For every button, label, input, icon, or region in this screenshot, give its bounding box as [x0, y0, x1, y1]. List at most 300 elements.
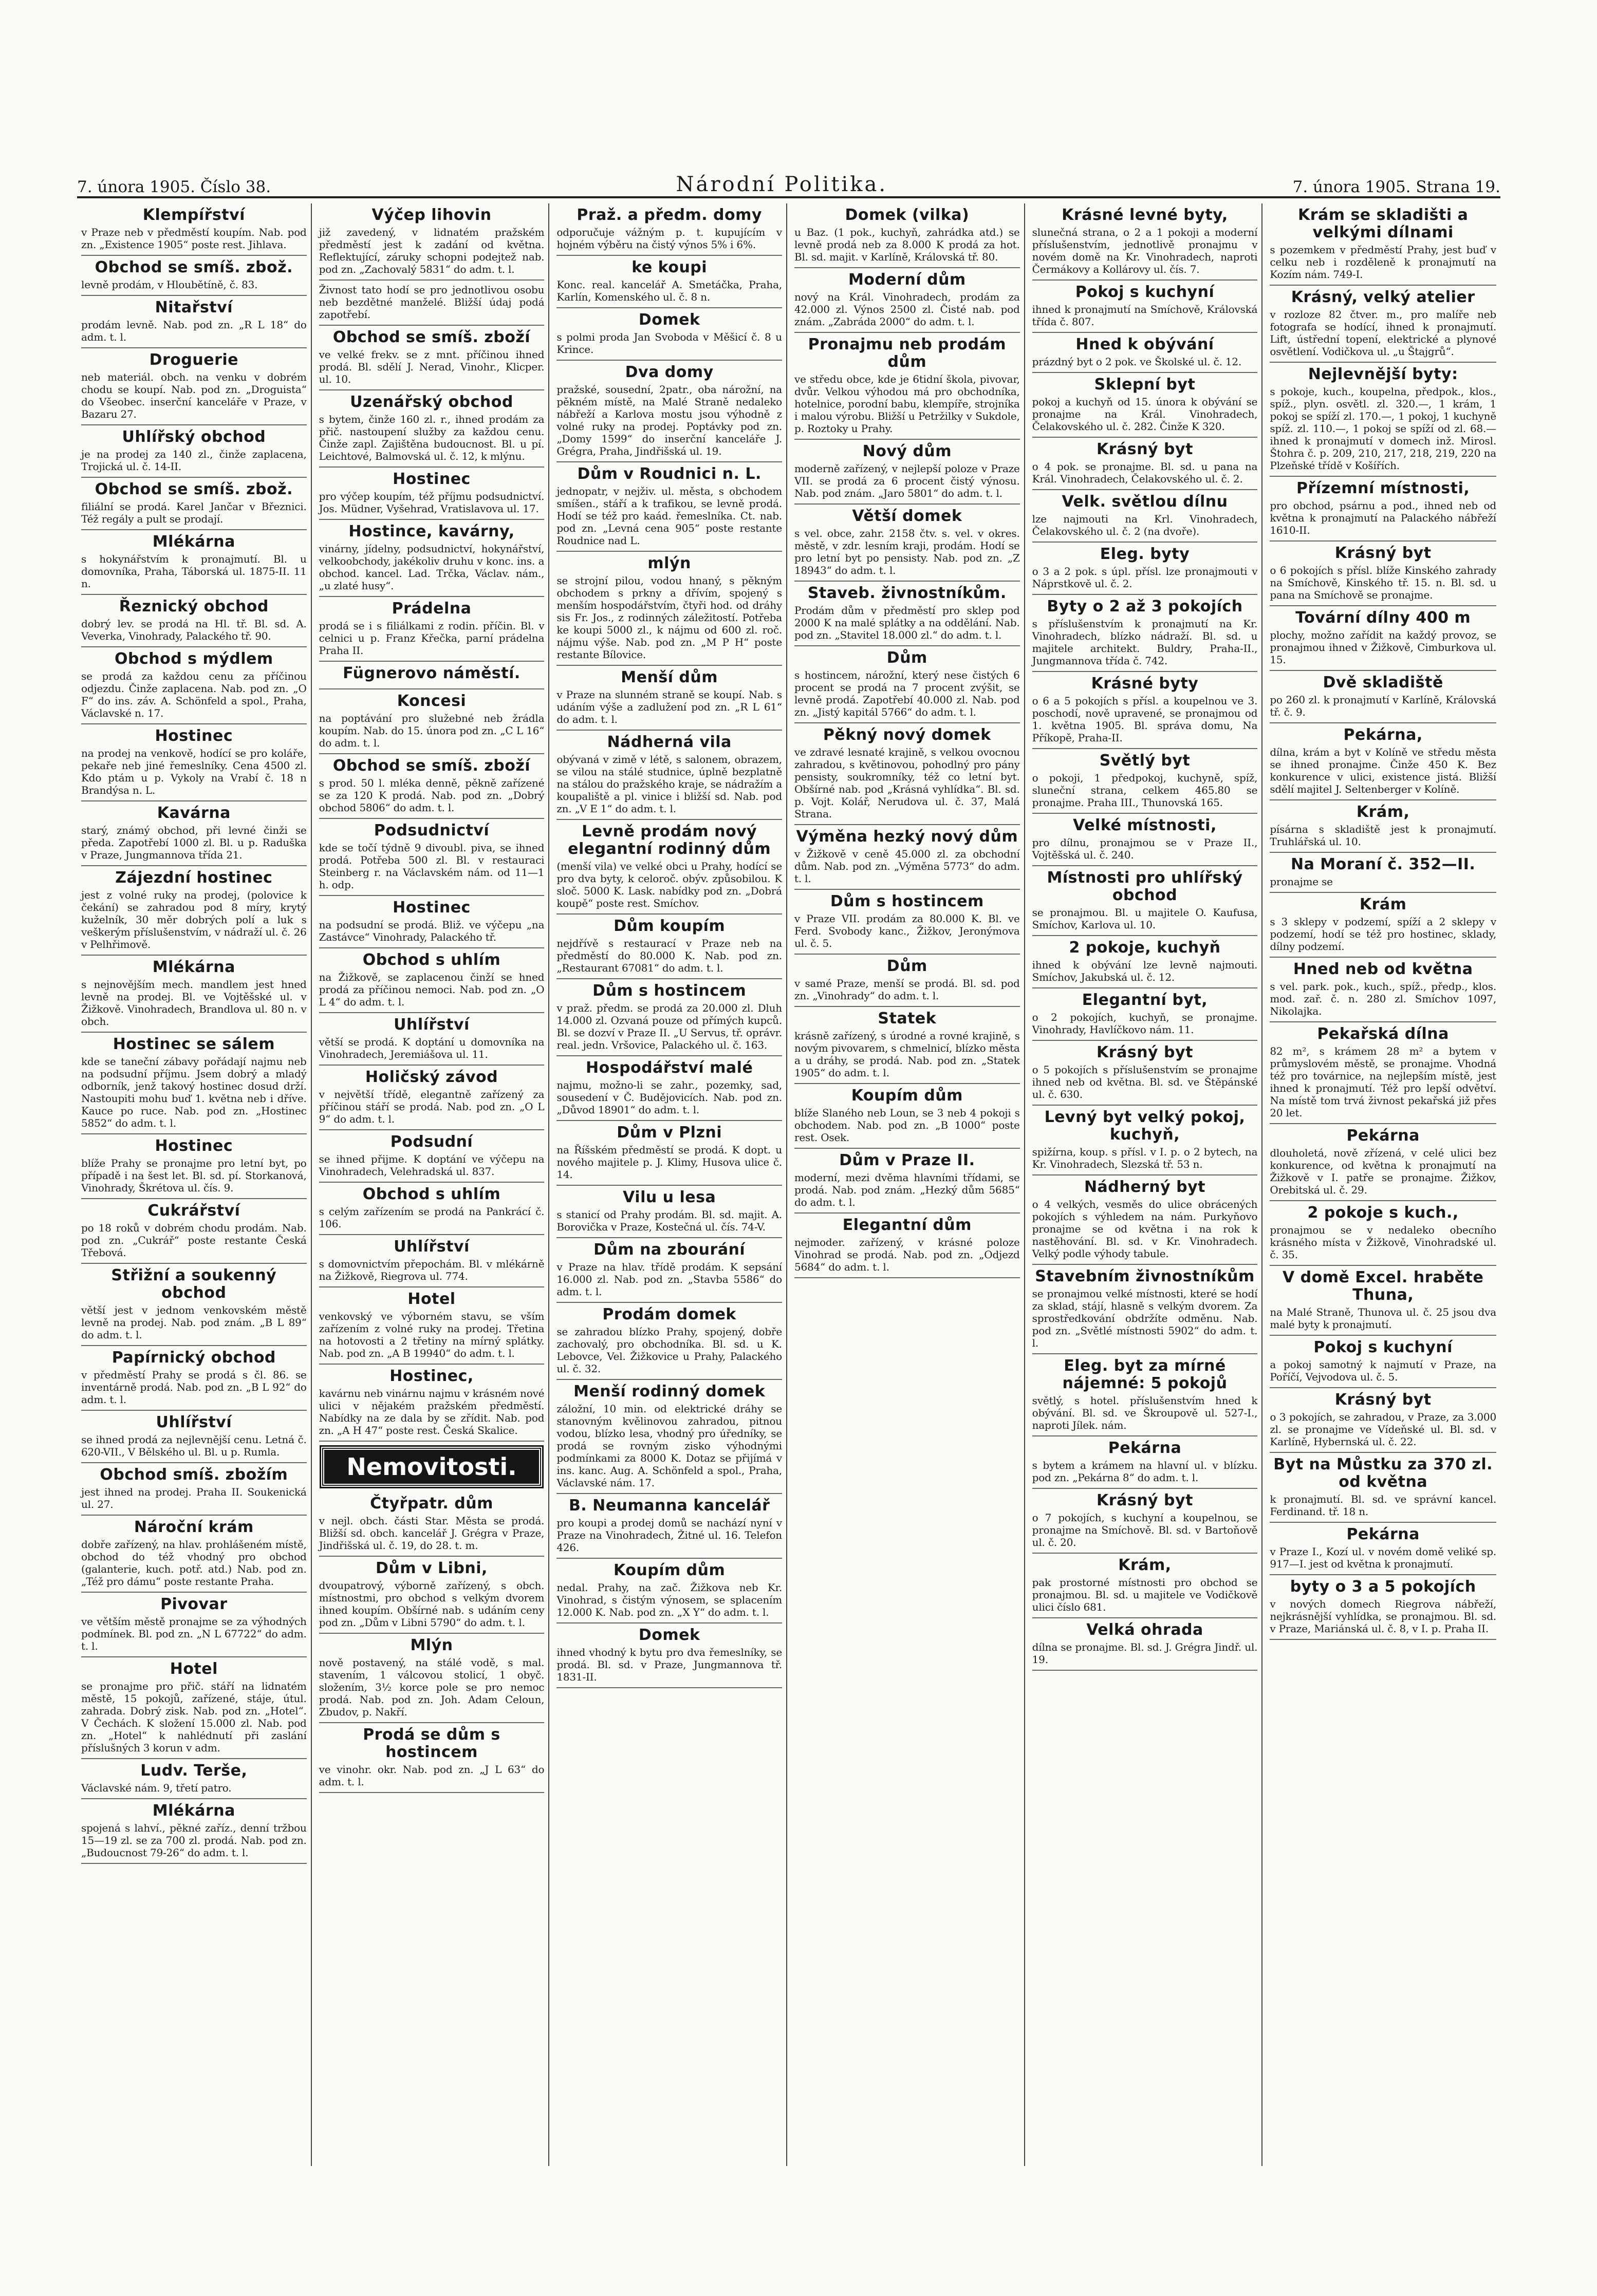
classified-ad — [794, 723, 1020, 825]
ad-title: Krám — [1359, 895, 1407, 913]
classified-ad — [1032, 1489, 1258, 1554]
ad-title: Byty o 2 až 3 pokojích — [1047, 598, 1243, 615]
ad-title: Střižní a soukenný obchod — [111, 1266, 277, 1302]
ad-body: obývaná v zimě v létě, s salonem, obrazem, se vilou na stálé studnice, úplně bezplatně na stálou do pražského kraje, se nádražím a koupaliště a pl. vinice i bližší sd. Nab. pod zn. „V E 1“ do adm. t. l. — [556, 753, 782, 815]
classified-ad — [794, 582, 1020, 646]
ad-body: záložní, 10 min. od elektrické dráhy se stanovným kvělinovou zahradou, pitnou vodou, blízko lesa, vhodný pro úředníky, se prodá se rovným zisko výhodnými podmínkami za 8000 K. Dotaz se přijímá v ins. kanc. Aug. A. Schönfeld a spol., Praha, Václavské nám. 17. — [556, 1403, 782, 1489]
ad-body: na prodej na venkově, hodící se pro koláře, pekaře neb jiné řemeslníky. Cena 4500 zl. Kdo ptám u p. Vykoly na Vrabí č. 18 n Brandýsa n. L. — [81, 747, 307, 796]
ad-title: Levně prodám nový elegantní rodinný dům — [568, 823, 771, 858]
ad-title: Nejlevnější byty: — [1308, 365, 1458, 383]
classified-ad — [794, 203, 1020, 268]
ad-title: Krásný byt — [1097, 1491, 1193, 1509]
ad-title: Mlékárna — [152, 958, 235, 976]
classified-ad — [319, 689, 545, 754]
classified-ad — [794, 1214, 1020, 1278]
classified-ad — [319, 662, 545, 689]
ad-title: Koupím dům — [851, 1087, 963, 1105]
ad-title: Dům — [886, 649, 927, 667]
ad-title: Dům na zbourání — [593, 1241, 746, 1259]
ad-title: 2 pokoje, kuchyň — [1069, 939, 1221, 957]
ad-title: Krásný, velký atelier — [1291, 288, 1475, 306]
ad-body: prázdný byt o 2 pok. ve Školské ul. č. 12. — [1032, 356, 1242, 368]
ad-body: plochy, možno zařídit na každý provoz, se pronajmou ihned v Žižkově, Cimburkova ul. 15. — [1270, 629, 1496, 666]
classified-ad — [81, 1134, 307, 1199]
ad-title: Vilu u lesa — [623, 1188, 716, 1206]
ad-body: s nejnovějším mech. mandlem jest hned levně na prodej. Bl. ve Vojtěšské ul. v Žižkově. Vinohradech, Brandlova ul. 80 n. v obch. — [81, 978, 307, 1028]
classified-ad — [319, 754, 545, 819]
ad-title: byty o 3 a 5 pokojích — [1290, 1578, 1476, 1596]
ad-body: větší se prodá. K doptání u domovníka na Vinohradech, Jeremiášova ul. 11. — [319, 1036, 545, 1060]
classified-ad — [1032, 1354, 1258, 1436]
classified-ad — [1270, 1266, 1496, 1336]
classified-ad — [1032, 1436, 1258, 1489]
classified-ad — [794, 1007, 1020, 1084]
ad-body: starý, známý obchod, při levné činži se předa. Zapotřebí 1000 zl. Bl. u p. Raduška v Praze, Jungmannova třída 21. — [81, 824, 307, 861]
ad-title: Dům v Libni, — [376, 1559, 488, 1577]
classified-ad — [81, 1759, 307, 1799]
classified-ad — [319, 1130, 545, 1183]
ad-body: blíže Prahy se pronajme pro letní byt, po případě i na šest let. Bl. sd. pí. Storkanová, Vinohrady, Škrétova ul. čís. 9. — [81, 1157, 307, 1194]
classified-ad — [1270, 606, 1496, 671]
ad-title: Obchod se smíš. zbož. — [95, 480, 293, 498]
classified-ad — [81, 724, 307, 801]
ad-body: s pokoje, kuch., koupelna, předpok., klos., spíž., plyn. osvětl. zl. 320.—, 1 krám, 1 pokoj se spíží zl. 170.—, 1 pokoj, 1 kuchyně spíž. zl. 110.—, 1 pokoj se spíží od zl. 68.— ihned k pronajmutí v domech inž. Mirosl. Štohra č. p. 209, 210, 217, 218, 219, 220 na Plzeňské třídě v Košířích. — [1270, 385, 1496, 472]
ad-body: jednopatr, v nejživ. ul. města, s obchodem smíšen., stáří a k trafikou, se levně prodá. Hodí se též pro kaád. řemeslníka. Ct. nab. pod zn. „Levná cena 905“ poste restante Roudnice nad L. — [556, 485, 782, 547]
ad-title: Pekárna — [1346, 1525, 1420, 1543]
classified-ad — [81, 425, 307, 478]
ad-body: s vel. park. pok., kuch., spíž., předp., klos. mod. zař. č. n. 280 zl. Smíchov 1097, Nikolajka. — [1270, 980, 1496, 1017]
ad-body: a pokoj samotný k najmutí v Praze, na Poříčí, Vejvodova ul. č. 5. — [1270, 1358, 1496, 1383]
ad-body: světlý, s hotel. příslušenstvím hned k obývání. Bl. sd. ve Škroupově ul. 527-I., naproti Jílek. nám. — [1032, 1394, 1258, 1431]
ad-title: Pokoj s kuchyní — [1313, 1338, 1453, 1356]
ad-body: 82 m², s krámem 28 m² a bytem v průmyslovém městě, se pronajme. Vhodná též pro továrnice, na nejlepším místě, jest ihned k pronajmutí. Též pro lepší odvětví. Na místě tom trvá živnost pekařská již přes 20 let. — [1270, 1045, 1496, 1119]
ad-body: spojená s lahví., pěkné zaříz., denní tržbou 15—19 zl. se za 700 zl. prodá. Nab. pod zn. „Budoucnost 79-26“ do adm. t. l. — [81, 1822, 307, 1859]
ad-title: Moderní dům — [848, 271, 966, 289]
classified-ad — [81, 203, 307, 256]
classified-ad — [794, 505, 1020, 582]
ad-title: Dům s hostincem — [830, 892, 984, 910]
classified-ad — [556, 1494, 782, 1559]
ad-title: Dům v Roudnici n. L. — [577, 465, 762, 483]
classified-ad — [1032, 281, 1258, 333]
ad-body: venkovský ve výborném stavu, se vším zařízením z volné ruky na prodej. Třetina na hotovosti a 2 třetiny na mírný splátky. Nab. pod zn. „A B 19940“ do adm. t. l. — [319, 1310, 545, 1359]
ad-body: s celým zařízením se prodá na Pankrácí č. 106. — [319, 1205, 545, 1230]
classified-ad — [81, 956, 307, 1033]
ad-body: u Baz. (1 pok., kuchyň, zahrádka atd.) se levně prodá neb za 8.000 K prodá za hot. Bl. sd. majit. v Karlíně, Královská tř. 80. — [794, 226, 1020, 263]
ad-title: Krásné byty — [1091, 675, 1199, 693]
ad-title: Obchod se smíš. zboží — [332, 328, 531, 346]
classified-ad — [794, 333, 1020, 440]
classified-ad — [1032, 1175, 1258, 1265]
ad-body: Václavské nám. 9, třetí patro. — [81, 1782, 232, 1794]
classified-ad — [319, 390, 545, 468]
ad-body: v praž. předm. se prodá za 20.000 zl. Dluh 14.000 zl. Ozvaná pouze od přímých kupců. Bl. se dozví v Praze II. „U Servus, tř. oprávr. real. jedn. Vršovice, Palackého ul. č. 163. — [556, 1002, 782, 1051]
ad-title: Krásný byt — [1097, 440, 1193, 458]
ad-body: v nejl. obch. části Star. Města se prodá. Bližší sd. obch. kancelář J. Grégra v Praze, Jindřišská ul. č. 19, do 28. t. m. — [319, 1515, 545, 1552]
classified-ad — [1270, 1523, 1496, 1575]
ad-title: Nový dům — [862, 442, 952, 460]
ad-title: Hostinec — [155, 727, 233, 745]
ad-title: Krám, — [1356, 803, 1410, 821]
nemovitosti-banner: Nemovitosti. — [321, 1447, 543, 1487]
classified-ad — [794, 1149, 1020, 1214]
ad-body: neb materiál. obch. na venku v dobrém chodu se koupí. Nab. pod zn. „Droguista“ do Všeobec. inserční kanceláře v Praze, v Bazaru 27. — [81, 371, 307, 420]
classified-ad — [1032, 936, 1258, 988]
ad-title: Papírnický obchod — [112, 1349, 276, 1367]
classified-ad — [81, 530, 307, 595]
classified-ad — [1032, 543, 1258, 595]
ad-title: mlýn — [647, 554, 691, 572]
ad-title: Obchod s uhlím — [362, 951, 501, 969]
classified-ad — [556, 1056, 782, 1121]
ad-title: Fügnerovo náměstí. — [343, 664, 521, 682]
classified-ad — [319, 1723, 545, 1793]
ad-body: moderní, mezi dvěma hlavními třídami, se prodá. Nab. pod znám. „Hezký dům 5685“ do adm. t. l. — [794, 1171, 1020, 1208]
ad-title: Elegantní dům — [842, 1216, 972, 1234]
ad-body: dobře zařízený, na hlav. prohlášeném místě, obchod do též vhodný pro obchod (galanterie, kuch. potř. atd.) Nab. pod zn. „Též pro dámu“ poste restante Praha. — [81, 1538, 307, 1588]
classified-ad — [1270, 1575, 1496, 1640]
ad-title: Uzenářský obchod — [350, 393, 513, 411]
classified-ad — [556, 203, 782, 256]
ad-title: Dva domy — [625, 363, 714, 381]
classified-ad — [319, 597, 545, 662]
ad-title: Na Moraní č. 352—II. — [1290, 855, 1476, 873]
ad-title: Dům s hostincem — [592, 982, 747, 1000]
classified-ad — [1270, 1453, 1496, 1523]
ad-title: Hostince, kavárny, — [348, 522, 515, 540]
ad-title: Velké místnosti, — [1073, 816, 1217, 834]
ad-title: Pokoj s kuchyní — [1075, 283, 1215, 301]
ad-body: v největší třídě, elegantně zařízený za příčinou stáří se prodá. Nab. pod zn. „O L 9“ do adm. t. l. — [319, 1088, 545, 1125]
ad-body: se pronajme pro přič. stáří na lidnatém městě, 15 pokojů, zařízené, stáje, útul. zahrada. Dobrý zisk. Nab. pod zn. „Hotel“. V Čechách. K složení 15.000 zl. Nab. pod zn. „Hotel“ k nahlédnutí při zaslání příslušných 3 korun v adm. — [81, 1680, 307, 1754]
classified-ad — [81, 296, 307, 348]
ad-title: Nádherný byt — [1084, 1178, 1206, 1196]
classified-ad — [556, 462, 782, 552]
ad-body: pronajme se — [1270, 875, 1333, 888]
ad-title: 2 pokoje s kuch., — [1307, 1204, 1459, 1222]
ad-body: s domovnictvím přepochám. Bl. v mlékárně na Žižkově, Riegrova ul. 774. — [319, 1258, 545, 1282]
classified-ad — [81, 647, 307, 724]
classified-ad — [1270, 671, 1496, 723]
ad-body: písárna s skladiště jest k pronajmutí. Truhlářská ul. 10. — [1270, 823, 1496, 848]
ad-body: v samé Praze, menší se prodá. Bl. sd. pod zn. „Vinohrady“ do adm. t. l. — [794, 977, 1020, 1002]
classified-ad — [81, 348, 307, 425]
ad-title: Hostinec — [155, 1137, 233, 1155]
ad-body: dobrý lev. se prodá na Hl. tř. Bl. sd. A. Veverka, Vinohrady, Palackého tř. 90. — [81, 618, 307, 642]
classified-ad — [319, 1235, 545, 1287]
ad-title: Byt na Můstku za 370 zl. od května — [1273, 1455, 1493, 1491]
ad-body: ihned vhodný k bytu pro dva řemeslníky, se prodá. Bl. sd. v Praze, Jungmannova tř. 1831-II. — [556, 1646, 782, 1683]
ad-title: Domek (vilka) — [845, 206, 970, 224]
ad-title: Nároční krám — [134, 1518, 254, 1536]
ad-body: Živnost tato hodí se pro jednotlivou osobu neb bezdětné manželé. Bližší údaj podá zapotřebí. — [319, 284, 545, 321]
classified-ad — [556, 1186, 782, 1238]
classified-ad — [81, 801, 307, 866]
ad-title: Droguerie — [149, 351, 239, 369]
ad-body: s hokynářstvím k pronajmutí. Bl. u domovníka, Praha, Táborská ul. 1875-II. 11 n. — [81, 553, 307, 590]
ad-body: po 18 roků v dobrém chodu prodám. Nab. pod zn. „Cukrář“ poste restante Česká Třebová. — [81, 1222, 307, 1259]
ad-title: Řeznický obchod — [119, 598, 269, 615]
ad-body: na Říšském předměstí se prodá. K dopt. u nového majitele p. J. Klimy, Husova ulice č. 14. — [556, 1144, 782, 1181]
ad-body: ve středu obce, kde je 6tidní škola, pivovar, dvůr. Velkou výhodou má pro obchodníka, hotelnice, porodní babu, klempíře, strojníka i malou výrobu. Bližší u Petržilky v Sukdole, p. Roztoky u Prahy. — [794, 373, 1020, 435]
ad-body: nově postavený, na stálé vodě, s mal. stavením, 1 válcovou stolicí, 1 obyč. složením, 3½ korce pole se pro nemoc prodá. Nab. pod zn. Joh. Adam Celoun, Zbudov, p. Nakří. — [319, 1656, 545, 1718]
ad-body: (menší vila) ve velké obci u Prahy, hodící se pro dva byty, k celoroč. obýv. způsobilou. K sloč. 5000 K. Lask. nabídky pod zn. „Dobrá koupě“ poste rest. Smíchov. — [556, 860, 782, 909]
classified-ad — [81, 1463, 307, 1516]
ad-title: Obchod se smíš. zbož. — [95, 258, 293, 276]
ad-body: s příslušenstvím k pronajmutí na Kr. Vinohradech, blízko nádraží. Bl. sd. u majitele architekt. Buldry, Praha-II., Jungmannova třída č. 742. — [1032, 618, 1258, 667]
classified-ad — [1032, 749, 1258, 814]
ad-body: po 260 zl. k pronajmutí v Karlíně, Královská tř. č. 9. — [1270, 694, 1496, 718]
ad-body: se pronajmou. Bl. u majitele O. Kaufusa, Smíchov, Karlova ul. 10. — [1032, 906, 1258, 931]
classified-ad — [1032, 672, 1258, 749]
ad-body: o 3 pokojích, se zahradou, v Praze, za 3.000 zl. se pronajme ve Vídeňské ul. Bl. sd. v Karlíně, Hybernská ul. č. 22. — [1270, 1411, 1496, 1448]
ad-body: Prodám dům v předměstí pro sklep pod 2000 K na malé splátky a na oddělání. Nab. pod zn. „Stavitel 18.000 zl.“ do adm. t. l. — [794, 604, 1020, 641]
classified-ad — [1032, 595, 1258, 672]
classified-ad — [794, 1084, 1020, 1149]
classified-ad — [319, 819, 545, 896]
ad-body: pražské, sousední, 2patr., oba nárožní, na pěkném místě, na Malé Straně nedaleko nábřeží a Karlova mostu jsou výhodně z volné ruky na prodej. Poptávky pod zn. „Domy 1599“ do inserční kanceláře J. Grégra, Praha, Jindřišská ul. 19. — [556, 383, 782, 457]
ad-title: Pronajmu neb prodám dům — [808, 335, 1006, 371]
ad-title: Mlékárna — [152, 533, 235, 551]
ad-body: s hostincem, nárožní, který nese čistých 6 procent se prodá na 7 procent zvýšit, se levně prodá. Zapotřebí 40.000 zl. Nab. pod zn. „Jistý kapitál 5766“ do adm. t. l. — [794, 669, 1020, 718]
ad-title: Pekárna — [1346, 1127, 1420, 1145]
ad-title: Stavebním živnostníkům — [1035, 1267, 1255, 1285]
ad-body: s vel. obce, zahr. 2158 čtv. s. vel. v okres. městě, v zdr. lesním kraji, prodám. Hodí se pro letní byt po pensisty. Nab. pod zn. „Z 18943“ do adm. t. l. — [794, 527, 1020, 576]
column-4 — [790, 203, 1025, 2166]
classified-ad — [556, 1559, 782, 1623]
ad-title: Kavárna — [157, 804, 231, 822]
ad-body: dílna se pronajme. Bl. sd. J. Grégra Jindř. ul. 19. — [1032, 1641, 1258, 1666]
ad-title: Hotel — [407, 1290, 456, 1308]
ad-body: o 6 pokojích s přísl. blíže Kinského zahrady na Smíchově, Kinského tř. 15. n. Bl. sd. u pana na Smíchově se pronajme. — [1270, 564, 1496, 601]
classified-ad — [81, 1799, 307, 1864]
ad-body: v Praze I., Kozí ul. v novém domě veliké sp. 917—I. jest od května k pronajmutí. — [1270, 1545, 1496, 1570]
classified-ad — [1032, 1106, 1258, 1175]
ad-body: levně prodám, v Hloubětíně, č. 83. — [81, 278, 258, 291]
ad-title: Obchod se smíš. zboží — [332, 757, 531, 775]
classified-ad — [1270, 800, 1496, 853]
classified-ad — [319, 1066, 545, 1130]
classified-ad — [81, 478, 307, 530]
classified-ad — [81, 1657, 307, 1759]
ad-body: pro výčep koupím, též příjmu podsudnictví. Jos. Müdner, Vyšehrad, Vratislavova ul. 17. — [319, 490, 545, 515]
ad-title: Ludv. Terše, — [140, 1762, 248, 1780]
ad-body: s polmi proda Jan Svoboda v Měšicí č. 8 u Krince. — [556, 331, 782, 356]
ad-body: na Malé Straně, Thunova ul. č. 25 jsou dva malé byty k pronajmutí. — [1270, 1306, 1496, 1331]
classified-ad — [319, 948, 545, 1013]
ad-title: Dům koupím — [614, 917, 726, 935]
ad-title: Obchod smíš. zbožím — [100, 1466, 288, 1484]
classified-ad — [1270, 1336, 1496, 1388]
ad-title: Uhlířství — [156, 1413, 232, 1431]
classified-ad — [1270, 723, 1496, 800]
classified-ad — [794, 825, 1020, 890]
ad-title: ke koupi — [632, 258, 708, 276]
ad-title: Podsudní — [390, 1133, 473, 1151]
classified-ad — [556, 1380, 782, 1494]
ad-title: Cukrářství — [147, 1202, 240, 1220]
ad-body: krásně zařízený, s úrodné a rovné krajině, s novým pivovarem, s chmelnicí, blízko města a u dráhy, se prodá. Nab. pod zn. „Statek 1905“ do adm. t. l. — [794, 1030, 1020, 1079]
ad-title: Uhlířství — [394, 1238, 470, 1256]
ad-body: o 6 a 5 pokojích s přísl. a koupelnou ve 3. poschodí, nově upravené, se pronajmou od 1. května 1905. Bl. správa domu, Na Příkopě, Praha-II. — [1032, 695, 1258, 744]
classified-ad — [81, 1516, 307, 1593]
ad-title: Domek — [638, 1626, 700, 1644]
column-5 — [1028, 203, 1263, 2166]
classified-columns — [77, 203, 1500, 2166]
ad-body: v předměstí Prahy se prodá s čl. 86. se inventárně prodá. Nab. pod zn. „B L 92“ do adm. t. l. — [81, 1369, 307, 1406]
classified-ad — [794, 955, 1020, 1007]
classified-ad — [319, 1634, 545, 1723]
ad-title: Čtyřpatr. dům — [370, 1495, 493, 1513]
ad-body: s bytem a krámem na hlavní ul. v blízku. pod zn. „Pekárna 8“ do adm. t. l. — [1032, 1459, 1258, 1484]
newspaper-title: Národní Politika. — [676, 173, 888, 196]
ad-body: nejmoder. zařízený, v krásné poloze Vinohrad se prodá. Nab. pod zn. „Odjezd 5684“ do adm. t. l. — [794, 1236, 1020, 1273]
ad-title: Hned neb od května — [1293, 960, 1473, 978]
ad-body: ihned k pronajmutí na Smíchově, Královská třída č. 807. — [1032, 303, 1258, 328]
ad-body: ihned k obývání lze levně najmouti. Smíchov, Jakubská ul. č. 12. — [1032, 959, 1258, 983]
ad-title: Krásný byt — [1097, 1043, 1193, 1061]
ad-title: Uhlířství — [394, 1016, 470, 1034]
classified-ad — [794, 646, 1020, 723]
ad-body: s 3 sklepy v podzemí, spíží a 2 sklepy v podzemí, hodí se též pro hostinec, sklady, dílny podzemí. — [1270, 916, 1496, 953]
ad-body: o 4 velkých, vesměs do ulice obrácených pokojích s výhledem na nám. Purkyňovo pronajme se od května i na rok k nastěhování. Bl. sd. v Kr. Vinohradech. Velký podle výhody tabule. — [1032, 1198, 1258, 1260]
ad-title: Koncesi — [397, 692, 467, 710]
ad-body: s bytem, činže 160 zl. r., ihned prodám za přič. nastoupení služby za každou cenu. Činže zapl. Zajištěna budoucnost. Bl. u pí. Leichtové, Balmovská ul. č. 12, k mlýnu. — [319, 413, 545, 462]
ad-title: Hned k obývání — [1075, 335, 1214, 353]
ad-title: Sklepní byt — [1094, 376, 1196, 394]
column-6 — [1266, 203, 1500, 2166]
column-2 — [315, 203, 550, 2166]
ad-body: najmu, možno-li se zahr., pozemky, sad, sousedení v Č. Budějovicích. Nab. pod zn. „Důvod 18901“ do adm. t. l. — [556, 1079, 782, 1116]
ad-title: Dům — [886, 957, 927, 975]
classified-ad — [556, 256, 782, 308]
ad-body: dlouholetá, nově zřízená, v celé ulici bez konkurence, od května k pronajmutí na Žižkově v I. patře se pronajme. Žižkov, Orebitská ul. č. 29. — [1270, 1147, 1496, 1196]
classified-ad — [319, 203, 545, 281]
ad-body: spižírna, koup. s přísl. v I. p. o 2 bytech, na Kr. Vinohradech, Slezská tř. 53 n. — [1032, 1146, 1258, 1170]
ad-title: Levný byt velký pokoj, kuchyň, — [1044, 1108, 1246, 1144]
classified-ad — [81, 1033, 307, 1134]
classified-ad — [556, 1238, 782, 1303]
ad-title: Statek — [878, 1010, 937, 1028]
classified-ad — [319, 1183, 545, 1235]
ad-body: již zavedený, v lidnatém pražském předměstí jest k zadání od května. Reflektující, záruky schopni podejtež nab. pod zn. „Zachovalý 5831“ do adm. t. l. — [319, 226, 545, 275]
ad-body: se prodá za každou cenu za příčinou odjezdu. Činže zaplacena. Nab. pod zn. „O F“ do ins. záv. A. Schönfeld a spol., Praha, Václavské n. 17. — [81, 670, 307, 719]
classified-ad — [81, 595, 307, 647]
classified-ad — [81, 1346, 307, 1411]
ad-body: je na prodej za 140 zl., činže zaplacena, Trojická ul. č. 14-II. — [81, 448, 307, 473]
classified-ad — [1032, 333, 1258, 373]
ad-body: moderně zařízený, v nejlepší poloze v Praze VII. se prodá za 6 procent čistý výnosu. Nab. pod znám. „Jaro 5801“ do adm. t. l. — [794, 462, 1020, 499]
classified-ad — [556, 820, 782, 914]
ad-body: prodá se i s filiálkami z rodin. příčin. Bl. v celnici u p. Franz Křečka, parní prádelna Praha II. — [319, 620, 545, 657]
ad-title: Prádelna — [392, 600, 472, 618]
ad-title: Hostinec — [393, 470, 471, 488]
ad-title: B. Neumanna kancelář — [568, 1497, 770, 1515]
ad-body: o pokoji, 1 předpokoj, kuchyně, spíž, sluneční strana, celkem 465.80 se pronajme. Praha III., Thunovská 165. — [1032, 772, 1258, 809]
classified-ad — [1032, 1041, 1258, 1106]
classified-ad — [319, 1557, 545, 1634]
ad-body: větší jest v jednom venkovském městě levně na prodej. Nab. pod znám. „B L 89“ do adm. t. l. — [81, 1304, 307, 1341]
ad-title: Pivovar — [160, 1595, 228, 1613]
ad-title: Mlýn — [410, 1636, 453, 1654]
ad-body: se ihned prodá za nejlevnější cenu. Letná č. 620-VII., V Bělského ul. Bl. u p. Rumla. — [81, 1433, 307, 1458]
ad-title: Obchod s mýdlem — [115, 650, 273, 668]
classified-ad — [319, 520, 545, 597]
classified-ad — [1032, 438, 1258, 490]
classified-ad — [556, 1121, 782, 1186]
ad-body: lze najmouti na Krl. Vinohradech, Čelakovského ul. č. 2 (na dvoře). — [1032, 513, 1258, 537]
ad-title: Eleg. byty — [1100, 545, 1190, 563]
classified-ad — [1270, 893, 1496, 958]
ad-body: v Žižkově v ceně 45.000 zl. za obchodní dům. Nab. pod zn. „Výměna 5773“ do adm. t. l. — [794, 848, 1020, 885]
classified-ad — [1032, 988, 1258, 1041]
classified-ad — [794, 440, 1020, 505]
ad-title: Pekárna — [1108, 1439, 1182, 1457]
ad-body: s prod. 50 l. mléka denně, pěkně zařízené se za 120 K prodá. Nab. pod zn. „Dobrý obchod 5806“ do adm. t. l. — [319, 777, 545, 814]
ad-body: nejdřívě s restaurací v Praze neb na předměstí do 80.000 K. Nab. pod zn. „Restaurant 67081“ do adm. t. l. — [556, 937, 782, 974]
page-header — [77, 165, 1500, 198]
ad-title: Eleg. byt za mírné nájemné: 5 pokojů — [1062, 1357, 1228, 1392]
column-1 — [77, 203, 312, 2166]
ad-title: Praž. a předm. domy — [577, 206, 762, 224]
classified-ad — [556, 979, 782, 1056]
ad-title: V domě Excel. hraběte Thuna, — [1283, 1268, 1484, 1304]
ad-title: Hostinec — [393, 899, 471, 917]
classified-ad — [1032, 490, 1258, 543]
ad-body: se zahradou blízko Prahy, spojený, dobře zachovalý, pro obchodníka. Bl. sd. u K. Lebovce, Vel. Žižkovice u Prahy, Palackého ul. č. 32. — [556, 1326, 782, 1375]
ad-title: Prodám domek — [602, 1305, 736, 1323]
ad-title: Dům v Plzni — [617, 1124, 722, 1142]
classified-ad — [1270, 286, 1496, 363]
ad-body: pronajmou se v nedaleko obecního krásného místa v Žižkově, Vinohradské ul. č. 35. — [1270, 1224, 1496, 1261]
ad-body: dílna, krám a byt v Kolíně ve středu města se ihned pronajme. Činže 450 K. Bez konkurence v ulici, existence jistá. Bližší sdělí majitel J. Seltenberger v Kolíně. — [1270, 746, 1496, 795]
ad-body: ve vinohr. okr. Nab. pod zn. „J L 63“ do adm. t. l. — [319, 1763, 545, 1788]
classified-ad — [319, 1287, 545, 1365]
classified-ad — [81, 1264, 307, 1346]
ad-title: Místnosti pro uhlířský obchod — [1047, 869, 1243, 904]
ad-title: Uhlířský obchod — [122, 428, 266, 446]
ad-body: pro obchod, psárnu a pod., ihned neb od května k pronajmutí na Palackého nábřeží 1610-II. — [1270, 499, 1496, 536]
ad-title: Pekařská dílna — [1317, 1025, 1449, 1043]
classified-ad — [1270, 477, 1496, 542]
ad-title: Podsudnictví — [374, 822, 490, 839]
classified-ad — [556, 308, 782, 361]
column-3 — [552, 203, 787, 2166]
ad-title: Krám se skladišti a velkými dílnami — [1297, 206, 1469, 241]
classified-ad — [556, 361, 782, 462]
ad-title: Tovární dílny 400 m — [1295, 609, 1471, 627]
ad-body: jest ihned na prodej. Praha II. Soukenická ul. 27. — [81, 1486, 307, 1510]
classified-ad — [319, 1365, 545, 1442]
classified-ad — [556, 666, 782, 731]
classified-ad — [1032, 814, 1258, 866]
classified-ad — [319, 326, 545, 390]
ad-body: pak prostorné místnosti pro obchod se pronajmou. Bl. sd. u majitele ve Vodičkově ulici číslo 681. — [1032, 1576, 1258, 1613]
classified-ad — [1032, 1554, 1258, 1618]
ad-body: ve velké frekv. se z mnt. příčinou ihned prodá. Bl. sdělí J. Nerad, Vinohr., Klicper. ul. 10. — [319, 348, 545, 385]
ad-body: vinárny, jídelny, podsudnictví, hokynářství, velkoobchody, jakékoliv druhu v konc. ins. a obchod. kancel. Lad. Trčka, Václav. nám., „u zlaté husy“. — [319, 543, 545, 592]
ad-body: ve zdravé lesnaté krajině, s velkou ovocnou zahradou, s květinovou, pohodlný pro pány pensisty, soukromníky, též co letní byt. Obšírné nab. pod „Krásná vyhlídka“. Bl. sd. p. Vojt. Kolář, Nerudova ul. č. 37, Malá Strana. — [794, 746, 1020, 820]
ad-body: odporučuje vážným p. t. kupujícím v hojném výběru na čistý výnos 5% i 6%. — [556, 226, 782, 251]
classified-ad — [1270, 542, 1496, 606]
ad-body: k pronajmutí. Bl. sd. ve správní kancel. Ferdinand. tř. 18 n. — [1270, 1493, 1496, 1518]
ad-title: Mlékárna — [152, 1802, 235, 1820]
classified-ad — [1270, 1022, 1496, 1124]
ad-body: se ihned přijme. K doptání ve výčepu na Vinohradech, Velehradská ul. 837. — [319, 1153, 545, 1178]
ad-body: dvoupatrový, výborně zařízený, s obch. místnostmi, pro obchod s velkým dvorem ihned koupím. Obšírné nab. s udáním ceny pod zn. „Dům v Libni 5790“ do adm. t. l. — [319, 1579, 545, 1629]
classified-ad — [81, 1199, 307, 1264]
ad-body: v Praze na hlav. třídě prodám. K sepsání 16.000 zl. Nab. pod zn. „Stavba 5586“ do adm. t. l. — [556, 1261, 782, 1298]
